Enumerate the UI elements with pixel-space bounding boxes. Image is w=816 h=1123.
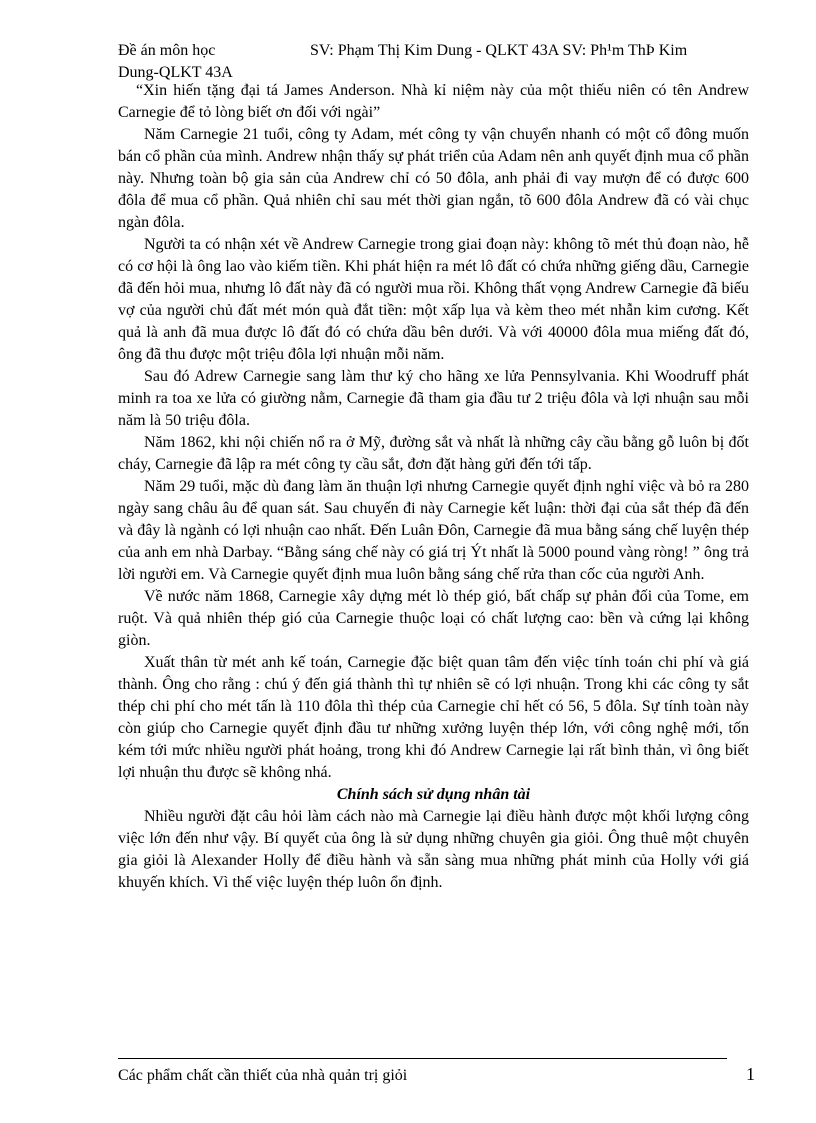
paragraph: “Xin hiến tặng đại tá James Anderson. Nhà kỉ niệm này của một thiếu niên có tên Andrew Carnegie để tỏ lòng biết ơn đối với ngài” [118,82,749,121]
paragraph: Năm 1862, khi nội chiến nổ ra ở Mỹ, đường sắt và nhất là những cây cầu bằng gỗ luôn bị đốt cháy, Carnegie đã lập ra mét công ty cầu sắt, đơn đặt hàng gửi đến tới tấp. [118,434,749,473]
paragraph: Năm 29 tuổi, mặc dù đang làm ăn thuận lợi nhưng Carnegie quyết định nghỉ việc và bỏ ra 280 ngày sang châu âu để quan sát. Sau chuyến đi này Carnegie kết luận: thời đại của sắt thép đã đến và đây là ngành có lợi nhuận cao nhất. Đến Luân Đôn, Carnegie đã mua bằng sáng chế luyện thép của anh em nhà Darbay. “Bằng sáng chế này có giá trị Ýt nhất là 5000 pound vàng ròng! ” ông trả lời người em. Và Carnegie quyết định mua luôn bằng sáng chế rửa than cốc của người Anh. [118,478,749,583]
student-name-continuation: Dung-QLKT 43A [118,64,233,81]
footer-title: Các phẩm chất cần thiết của nhà quản trị giỏi [118,1067,408,1084]
student-label: SV: Phạm Thị Kim Dung - QLKT 43A SV: Ph¹m ThÞ Kim [310,42,688,59]
header-line-1 [118,40,738,62]
paragraph: Về nước năm 1868, Carnegie xây dựng mét lò thép gió, bất chấp sự phản đối của Tome, em ruột. Và quả nhiên thép gió của Carnegie thuộc loại có chất lượng cao: bền và cứng lại không giòn. [118,588,749,649]
page-number: 1 [746,1064,755,1084]
course-label: Đề án môn học [118,42,216,59]
paragraph: Nhiều người đặt câu hỏi làm cách nào mà Carnegie lại điều hành được một khối lượng công việc lớn đến như vậy. Bí quyết của ông là sử dụng những chuyên gia giỏi. Ông thuê một chuyên gia giỏi là Alexander Holly để điều hành và sẵn sàng mua những phát minh của Holly với giá khuyến khích. Vì thế việc luyện thép luôn ổn định. [118,808,749,891]
document-body [118,80,749,894]
paragraph: Xuất thân từ mét anh kế toán, Carnegie đặc biệt quan tâm đến việc tính toán chi phí và giá thành. Ông cho rằng : chú ý đến giá thành thì tự nhiên sẽ có lợi nhuận. Trong khi các công ty sắt thép chi phí cho mét tấn là 110 đôla thì thép của Carnegie chỉ hết có 56, 5 đôla. Sự tính toàn này còn giúp cho Carnegie quyết định đầu tư những xưởng luyện thép lớn, với công nghệ mới, tốn kém tới mức nhiều người phát hoảng, trong khi đó Andrew Carnegie lại rất bình thản, vì ông biết lợi nhuận thu được sẽ không nhá. [118,654,749,781]
paragraph: Người ta có nhận xét về Andrew Carnegie trong giai đoạn này: không tõ mét thủ đoạn nào, hễ có cơ hội là ông lao vào kiếm tiền. Khi phát hiện ra mét lô đất có chứa những giếng dầu, Carnegie đã đến hỏi mua, nhưng lô đất này đã có người mua rồi. Không thất vọng Andrew Carnegie đã biếu vợ của người chủ đất mét món quà đắt tiền: một xấp lụa và kèm theo mét nhẫn kim cương. Kết quả là anh đã mua được lô đất đó có chứa dầu bên dưới. Và với 40000 đôla mua miếng đất đó, ông đã thu được một triệu đôla lợi nhuận mỗi năm. [118,236,749,363]
paragraph: Năm Carnegie 21 tuổi, công ty Adam, mét công ty vận chuyển nhanh có một cổ đông muốn bán cổ phần của mình. Andrew nhận thấy sự phát triển của Adam nên anh quyết định mua cổ phần này. Nhưng toàn bộ gia sản của Andrew chỉ có 50 đôla, anh phải đi vay mượn để có được 600 đôla để mua cổ phần. Quả nhiên chỉ sau mét thời gian ngắn, tõ 600 đôla Andrew đã có vài chục ngàn đôla. [118,126,749,231]
paragraph: Sau đó Adrew Carnegie sang làm thư ký cho hãng xe lửa Pennsylvania. Khi Woodruff phát minh ra toa xe lửa có giường nằm, Carnegie đã tham gia đầu tư 2 triệu đôla và lợi nhuận sau mỗi năm là 50 triệu đôla. [118,368,749,429]
page-header [118,40,738,84]
section-heading: Chính sách sử dụng nhân tài [336,786,531,803]
footer-divider [118,1058,727,1059]
